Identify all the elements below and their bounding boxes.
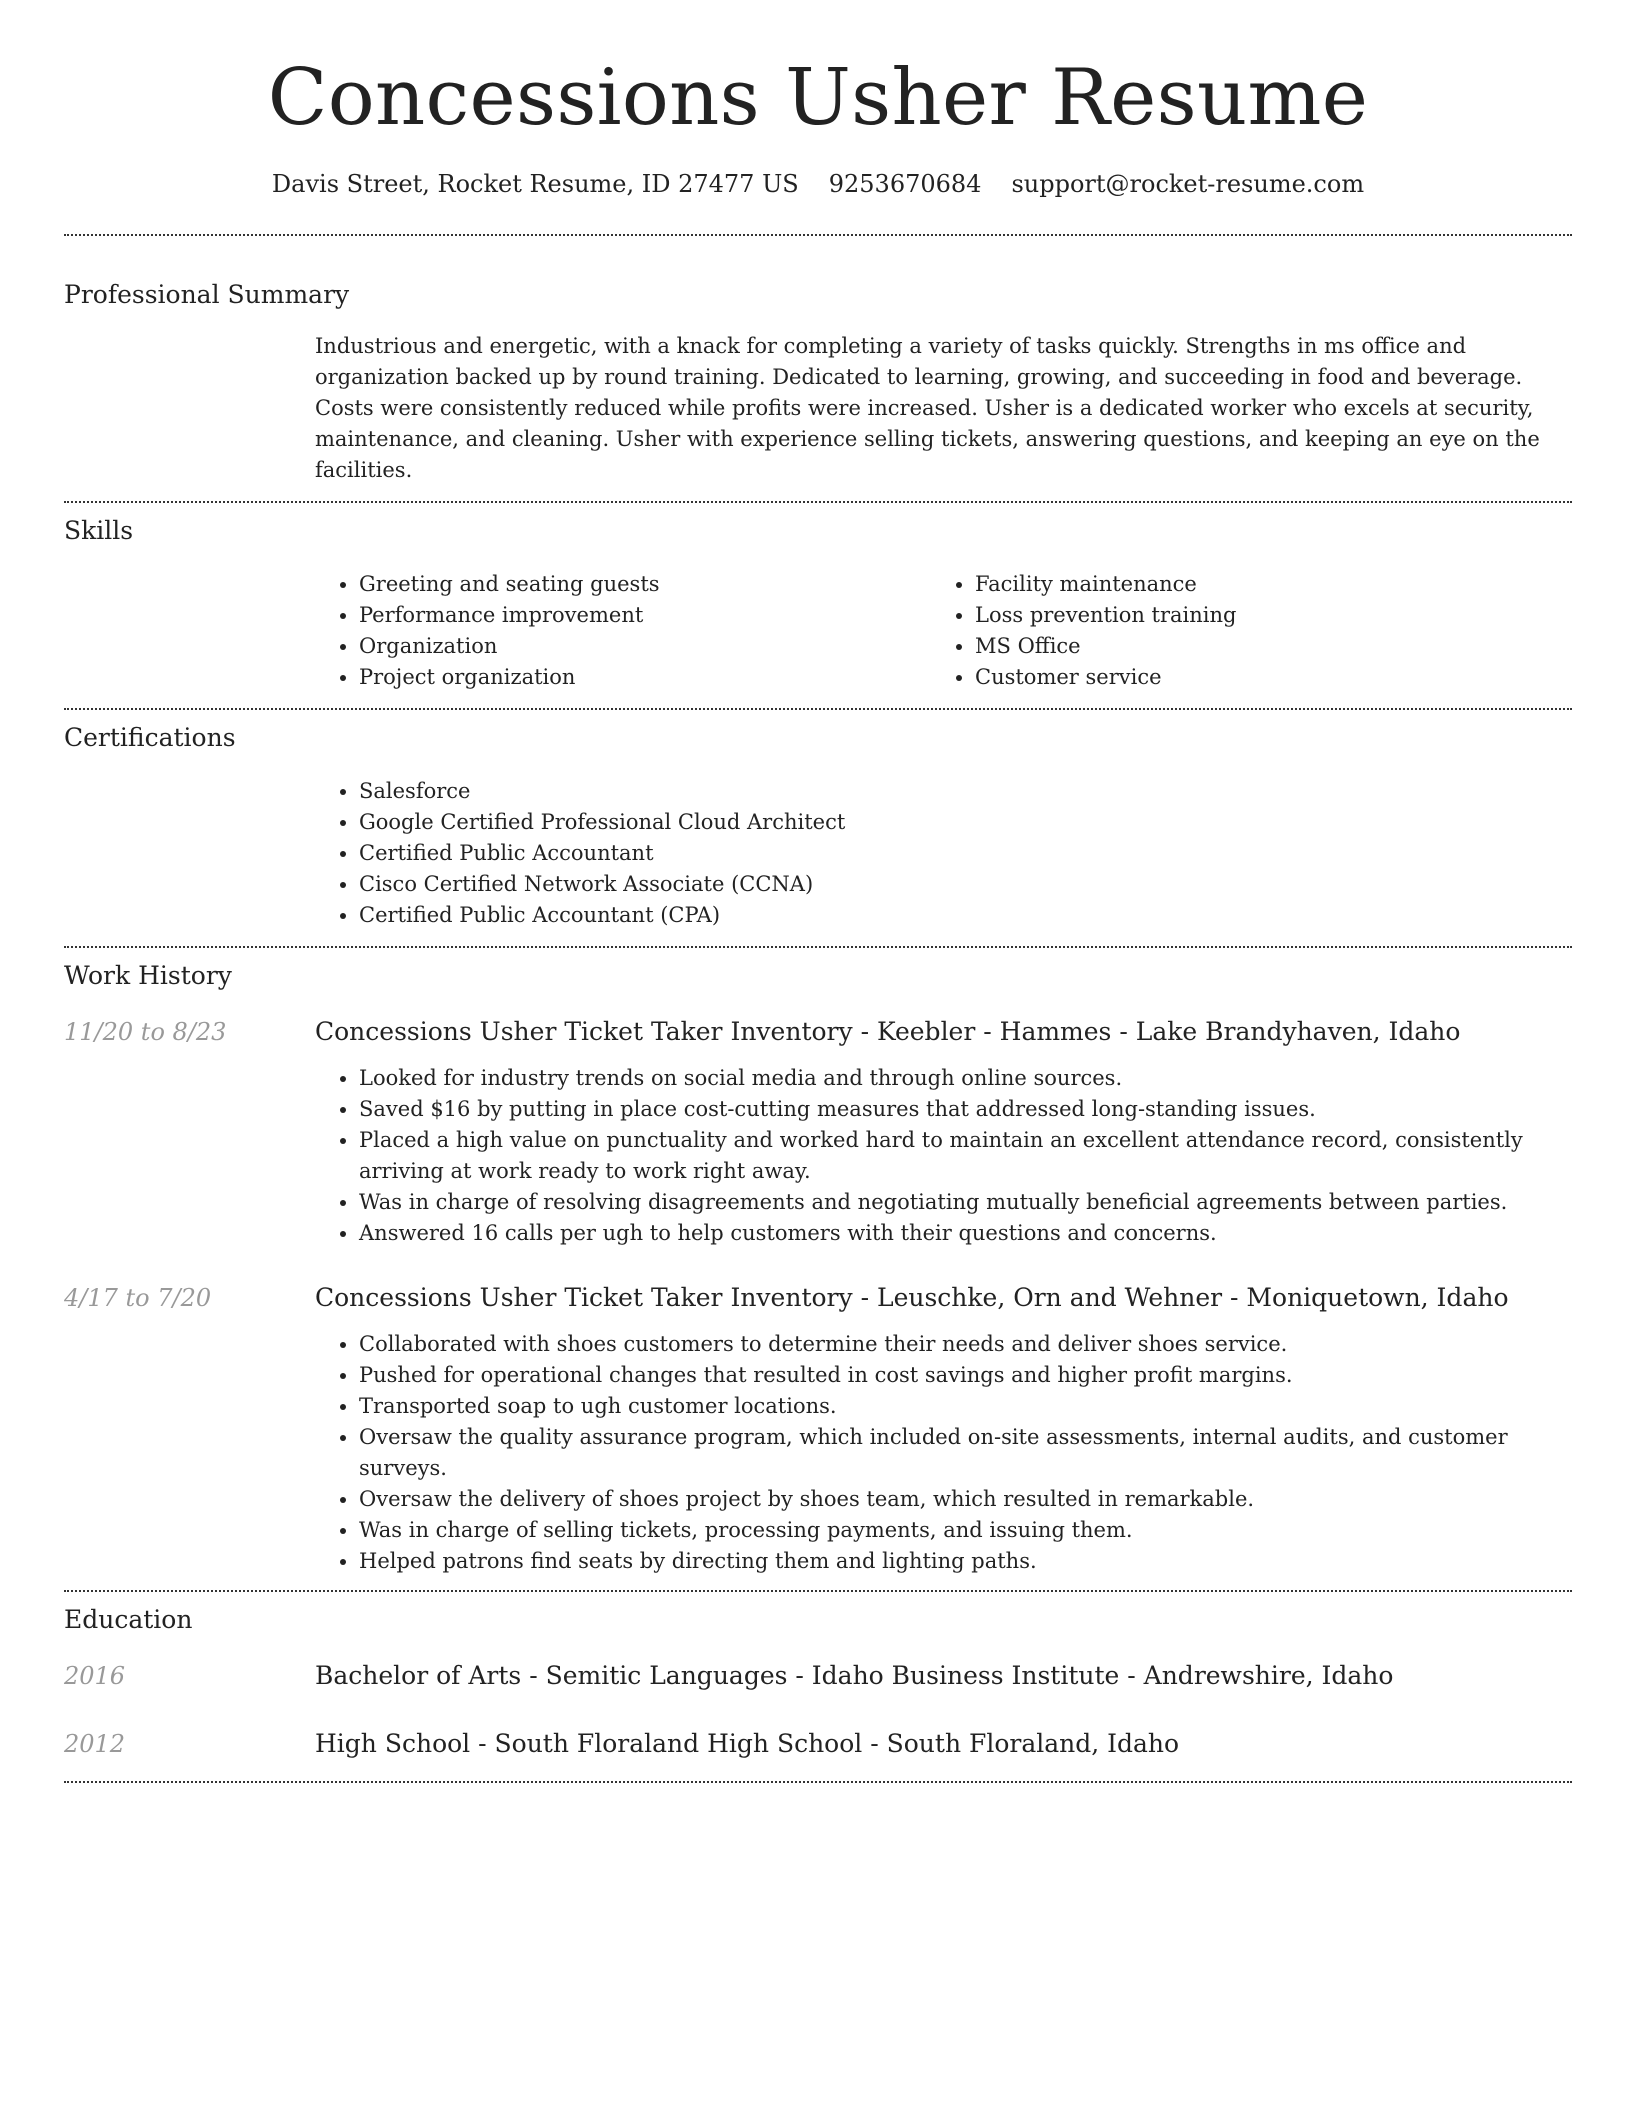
job-role: Concessions Usher Ticket Taker Inventory: [315, 1017, 853, 1047]
education-year: 2016: [64, 1662, 126, 1691]
divider: [64, 708, 1572, 710]
job-dates: 4/17 to 7/20: [64, 1284, 212, 1313]
list-item: • MS Office: [975, 631, 1547, 662]
contact-email: support@rocket-resume.com: [1011, 169, 1365, 198]
list-item: • Customer service: [975, 662, 1547, 693]
skills-column-right: [931, 569, 1547, 693]
list-item: • Transported soap to ugh customer locations.: [359, 1391, 1572, 1422]
skills-list-right: [931, 569, 1547, 693]
divider: [64, 1590, 1572, 1592]
skills-grid: [315, 569, 1572, 693]
job-bullets: [315, 1329, 1572, 1577]
education-title: [315, 1661, 1572, 1691]
divider: [64, 234, 1572, 236]
job-details: - Leuschke, Orn and Wehner - Moniquetown, Idaho: [852, 1283, 1509, 1313]
list-item: • Oversaw the quality assurance program, which included on-site assessments, internal audits, and customer surveys.: [359, 1422, 1572, 1484]
section-title-skills: Skills: [64, 516, 134, 546]
section-title-work-history: Work History: [64, 961, 232, 991]
list-item: • Answered 16 calls per ugh to help customers with their questions and concerns.: [359, 1218, 1572, 1249]
list-item: • Oversaw the delivery of shoes project by shoes team, which resulted in remarkable.: [359, 1484, 1572, 1515]
job-bullets: [315, 1063, 1572, 1249]
certifications-content: [315, 776, 1572, 931]
job-bullet-list: [315, 1329, 1572, 1577]
list-item: • Facility maintenance: [975, 569, 1547, 600]
contact-line: [64, 170, 1572, 199]
job-title: [315, 1283, 1572, 1313]
job-dates: 11/20 to 8/23: [64, 1018, 227, 1047]
job-entry: [64, 1017, 1572, 1249]
section-title-certifications: Certifications: [64, 723, 236, 753]
education-degree: Bachelor of Arts - Semitic Languages: [315, 1661, 788, 1691]
list-item: • Organization: [359, 631, 931, 662]
divider: [64, 1781, 1572, 1783]
summary-text: Industrious and energetic, with a knack for completing a variety of tasks quickly. Strengths in ms office and organization backed up by round training. Dedicated to learning, growing, and succeeding in food and beverage. Costs were consistently reduced while profits were increased. Usher is a dedicated worker who excels at security, maintenance, and cleaning. Usher with experience selling tickets, answering questions, and keeping an eye on the facilities.: [315, 334, 1540, 483]
education-details: - South Floraland High School - South Floraland, Idaho: [470, 1729, 1180, 1759]
resume-page: [64, 0, 1572, 1783]
contact-phone: 9253670684: [828, 169, 982, 198]
list-item: • Certified Public Accountant: [359, 838, 1572, 869]
list-item: • Greeting and seating guests: [359, 569, 931, 600]
certifications-section: [64, 723, 1572, 931]
education-entry: [64, 1661, 1572, 1691]
list-item: • Looked for industry trends on social media and through online sources.: [359, 1063, 1572, 1094]
work-history-section: [64, 961, 1572, 1577]
job-role: Concessions Usher Ticket Taker Inventory: [315, 1283, 853, 1313]
skills-list-left: [315, 569, 931, 693]
education-section: [64, 1605, 1572, 1759]
section-title-education: Education: [64, 1605, 193, 1635]
job-details: - Keebler - Hammes - Lake Brandyhaven, Idaho: [852, 1017, 1461, 1047]
skills-column-left: [315, 569, 931, 693]
summary-section: [64, 280, 1572, 486]
list-item: • Project organization: [359, 662, 931, 693]
list-item: • Cisco Certified Network Associate (CCNA): [359, 869, 1572, 900]
list-item: • Certified Public Accountant (CPA): [359, 900, 1572, 931]
job-entry: [64, 1283, 1572, 1577]
list-item: • Salesforce: [359, 776, 1572, 807]
certifications-list: [315, 776, 1572, 931]
education-degree: High School: [315, 1729, 471, 1759]
divider: [64, 946, 1572, 948]
contact-address: Davis Street, Rocket Resume, ID 27477 US: [271, 169, 799, 198]
education-entry: [64, 1729, 1572, 1759]
job-title: [315, 1017, 1572, 1047]
list-item: • Collaborated with shoes customers to determine their needs and deliver shoes service.: [359, 1329, 1572, 1360]
list-item: • Saved $16 by putting in place cost-cutting measures that addressed long-standing issues.: [359, 1094, 1572, 1125]
education-details: - Idaho Business Institute - Andrewshire, Idaho: [787, 1661, 1394, 1691]
resume-title: Concessions Usher Resume: [267, 53, 1369, 143]
summary-content: [315, 331, 1572, 486]
list-item: • Pushed for operational changes that resulted in cost savings and higher profit margins.: [359, 1360, 1572, 1391]
list-item: • Was in charge of selling tickets, processing payments, and issuing them.: [359, 1515, 1572, 1546]
list-item: • Was in charge of resolving disagreements and negotiating mutually beneficial agreements between parties.: [359, 1187, 1572, 1218]
divider: [64, 501, 1572, 503]
job-bullet-list: [315, 1063, 1572, 1249]
skills-section: [64, 516, 1572, 693]
section-title-summary: Professional Summary: [64, 280, 350, 310]
list-item: • Placed a high value on punctuality and worked hard to maintain an excellent attendance record, consistently arriving at work ready to work right away.: [359, 1125, 1572, 1187]
education-year: 2012: [64, 1730, 126, 1759]
list-item: • Loss prevention training: [975, 600, 1547, 631]
education-title: [315, 1729, 1572, 1759]
list-item: • Helped patrons find seats by directing them and lighting paths.: [359, 1546, 1572, 1577]
list-item: • Google Certified Professional Cloud Architect: [359, 807, 1572, 838]
list-item: • Performance improvement: [359, 600, 931, 631]
